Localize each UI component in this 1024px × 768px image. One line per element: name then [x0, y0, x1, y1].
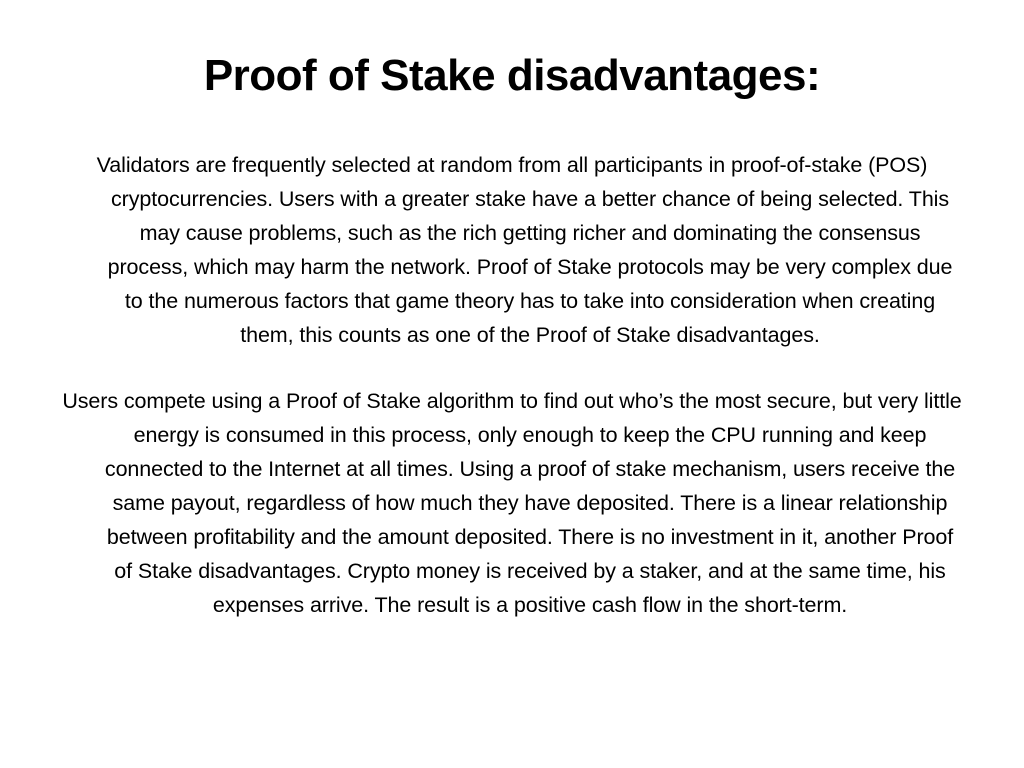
body-paragraph-users-compete: Users compete using a Proof of Stake algorithm to find out who’s the most secure, but very little energy is consumed in this process, only enough to keep the CPU running and keep connected to the Internet at all times. Using a proof of stake mechanism, users receive the same payout, regardless of how much they have deposited. There is a linear relationship between profitability and the amount deposited. There is no investment in it, another Proof of Stake disadvantages. Crypto money is received by a staker, and at the same time, his expenses arrive. The result is a positive cash flow in the short-term.	[62, 389, 962, 617]
slide-title: Proof of Stake disadvantages:	[203, 51, 821, 100]
body-paragraph-validators: Validators are frequently selected at random from all participants in proof-of-stake (POS) cryptocurrencies. Users with a greater stake have a better chance of being selected. This may cause problems, such as the rich getting richer and dominating the consensus process, which may harm the network. Proof of Stake protocols may be very complex due to the numerous factors that game theory has to take into consideration when creating them, this counts as one of the Proof of Stake disadvantages.	[96, 153, 953, 347]
slide-body	[62, 148, 962, 622]
